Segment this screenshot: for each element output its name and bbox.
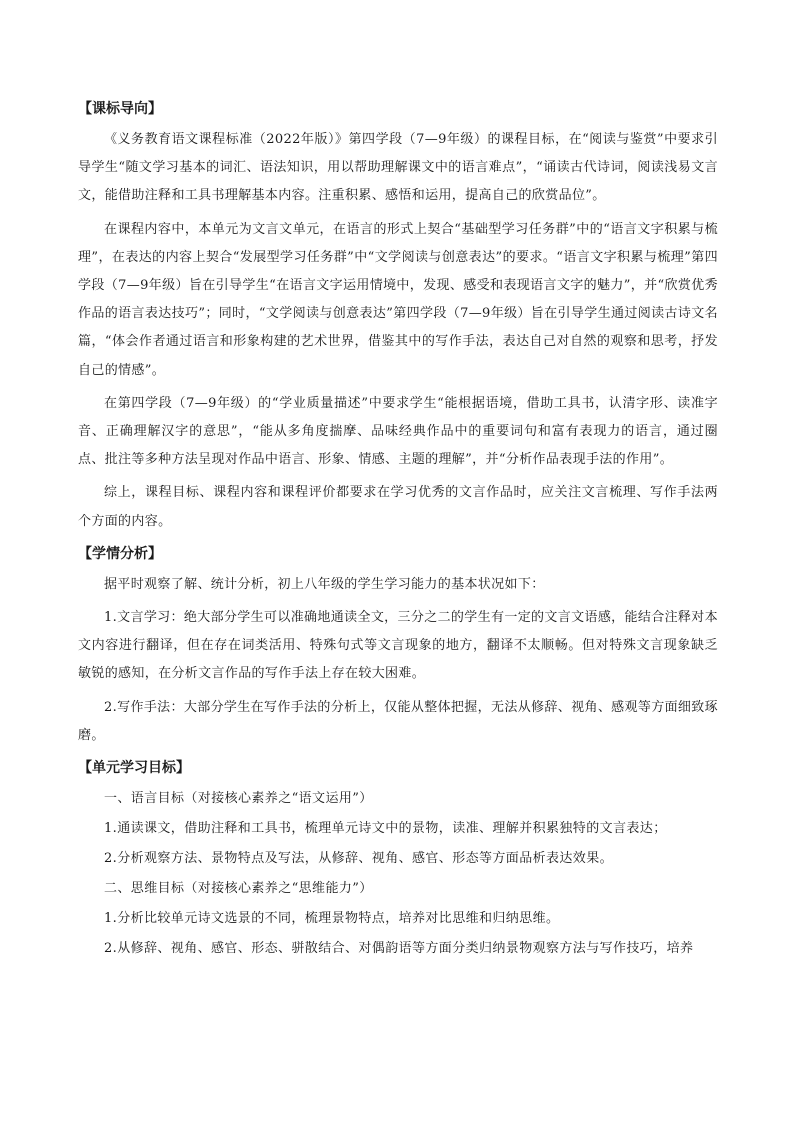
section-heading-analysis: 【学情分析】 (78, 545, 162, 562)
goal-item-thinking-1: 1.分析比较单元诗文选景的不同，梳理景物特点，培养对比思维和归纳思维。 (104, 911, 560, 927)
standard-paragraph-4: 综上，课程目标、课程内容和课程评价都要求在学习优秀的文言作品时，应关注文言梳理、写作手法两个方面的内容。 (78, 485, 718, 529)
standard-paragraph-2: 在课程内容中，本单元为文言文单元，在语言的形式上契合“基础型学习任务群”中的“语言文字积累与梳理”，在表达的内容上契合“发展型学习任务群”中“文学阅读与创意表达”的要求。“语言文字积累与梳理”第四学段（7—9年级）旨在引导学生“在语言文字运用情境中，发现、感受和表现语言文字的魅力”，并“欣赏优秀作品的语言表达技巧”；同时，“文学阅读与创意表达”第四学段（7—9年级）旨在引导学生通过阅读古诗文名篇，“体会作者通过语言和形象构建的艺术世界，借鉴其中的写作手法，表达自己对自然的观察和思考，抒发自己的情感”。 (78, 221, 718, 378)
document-page (78, 96, 718, 965)
analysis-paragraph-1: 据平时观察了解、统计分析，初上八年级的学生学习能力的基本状况如下： (104, 576, 545, 592)
goal-item-thinking-2: 2.从修辞、视角、感官、形态、骈散结合、对偶韵语等方面分类归纳景物观察方法与写作技巧，培养 (104, 941, 694, 957)
standard-paragraph-3: 在第四学段（7—9年级）的“学业质量描述”中要求学生“能根据语境，借助工具书，认清字形、读准字音、正确理解汉字的意思”，“能从多角度揣摩、品味经典作品中的重要词句和富有表现力的语言，通过圈点、批注等多种方法呈现对作品中语言、形象、情感、主题的理解”，并“分析作品表现手法的作用”。 (78, 395, 718, 468)
goal-item-language-1: 1.通读课文，借助注释和工具书，梳理单元诗文中的景物，读准、理解并积累独特的文言表达； (104, 821, 667, 837)
analysis-paragraph-2: 1.文言学习：绝大部分学生可以准确地通读全文，三分之二的学生有一定的文言文语感，能结合注释对本文内容进行翻译，但在存在词类活用、特殊句式等文言现象的地方，翻译不太顺畅。但对特殊文言现象缺乏敏锐的感知，在分析文言作品的写作手法上存在较大困难。 (78, 610, 718, 682)
goal-item-language-2: 2.分析观察方法、景物特点及写法，从修辞、视角、感官、形态等方面品析表达效果。 (104, 851, 614, 867)
section-heading-goals: 【单元学习目标】 (78, 760, 190, 777)
standard-paragraph-1: 《义务教育语文课程标准（2022年版）》第四学段（7—9年级）的课程目标，在“阅读与鉴赏”中要求引导学生“随文学习基本的词汇、语法知识，用以帮助理解课文中的语言难点”，“诵读古代诗词，阅读浅易文言文，能借助注释和工具书理解基本内容。注重积累、感悟和运用，提高自己的欣赏品位”。 (78, 132, 718, 204)
analysis-paragraph-3: 2.写作手法：大部分学生在写作手法的分析上，仅能从整体把握，无法从修辞、视角、感观等方面细致琢磨。 (78, 699, 718, 743)
goal-category-language: 一、语言目标（对接核心素养之“语文运用”） (104, 791, 373, 807)
goal-category-thinking: 二、思维目标（对接核心素养之“思维能力”） (104, 881, 373, 897)
section-heading-standard: 【课标导向】 (78, 101, 162, 117)
